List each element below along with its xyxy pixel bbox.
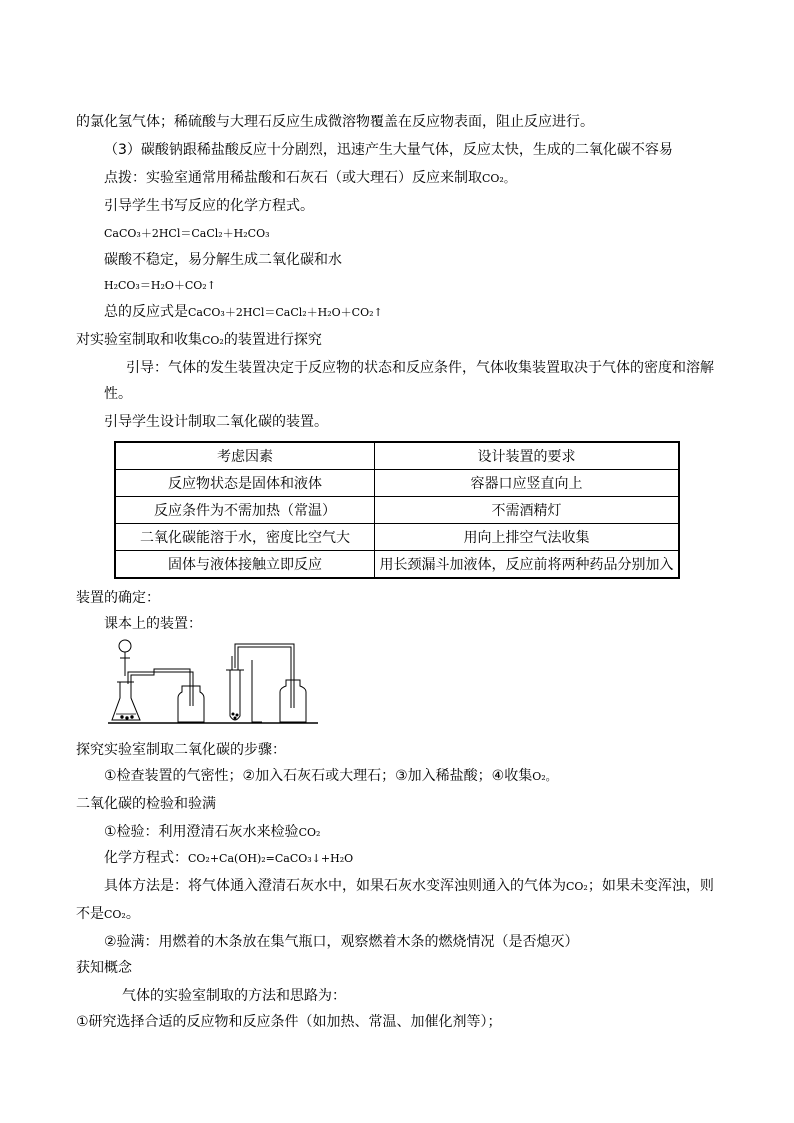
table-header-row (115, 442, 679, 470)
text-line: 化学方程式：CO₂+Ca(OH)₂=CaCO₃↓+H₂O (104, 850, 354, 866)
chemical-equation: CaCO₃＋2HCl＝CaCl₂＋H₂CO₃ (104, 227, 270, 240)
text-line: 点拨：实验室通常用稀盐酸和石灰石（或大理石）反应来制取CO₂。 (104, 170, 515, 186)
text-line: 装置的确定： (76, 590, 160, 606)
text-line: ②验满：用燃着的木条放在集气瓶口，观察燃着木条的燃烧情况（是否熄灭） (104, 934, 579, 950)
table-row (115, 470, 679, 497)
text-line: （3）碳酸钠跟稀盐酸反应十分剧烈，迅速产生大量气体，反应太快，生成的二氧化碳不容易 (104, 142, 673, 158)
table-cell: 二氧化碳能溶于水，密度比空气大 (115, 524, 375, 551)
text-line: 的氯化氢气体；稀硫酸与大理石反应生成微溶物覆盖在反应物表面，阻止反应进行。 (76, 114, 594, 130)
text-line: ①研究选择合适的反应物和反应条件（如加热、常温、加催化剂等）； (76, 1014, 502, 1030)
section-heading: 二氧化碳的检验和验满 (76, 796, 216, 812)
table-cell: 反应条件为不需加热（常温） (115, 497, 375, 524)
table-row (115, 551, 679, 579)
text-line: 引导：气体的发生装置决定于反应物的状态和反应条件，气体收集装置取决于气体的密度和溶解 (126, 360, 714, 376)
text-line: ①检查装置的气密性；②加入石灰石或大理石；③加入稀盐酸；④收集O₂。 (104, 768, 557, 784)
table-cell: 用长颈漏斗加液体，反应前将两种药品分别加入 (375, 551, 680, 579)
text-line: 碳酸不稳定，易分解生成二氧化碳和水 (104, 252, 342, 268)
table-header: 设计装置的要求 (375, 442, 680, 470)
gas-jar (178, 686, 204, 722)
text-line: 引导学生书写反应的化学方程式。 (104, 198, 314, 214)
text-line: 具体方法是：将气体通入澄清石灰水中，如果石灰水变浑浊则通入的气体为CO₂；如果未变浑浊，则 (104, 878, 714, 894)
text-line: 引导学生设计制取二氧化碳的装置。 (104, 414, 328, 430)
text-line: 总的反应式是CaCO₃＋2HCl＝CaCl₂＋H₂O＋CO₂↑ (104, 304, 383, 320)
gas-jar (280, 680, 306, 722)
text-line: 气体的实验室制取的方法和思路为： (122, 988, 346, 1004)
text-line: 课本上的装置： (104, 616, 202, 632)
table-cell: 不需酒精灯 (375, 497, 680, 524)
table-cell: 容器口应竖直向上 (375, 470, 680, 497)
table-header: 考虑因素 (115, 442, 375, 470)
text-line: 不是CO₂。 (76, 906, 140, 922)
table-row (115, 524, 679, 551)
table-cell: 反应物状态是固体和液体 (115, 470, 375, 497)
section-heading: 获知概念 (76, 960, 132, 976)
funnel-bulb (119, 640, 131, 652)
table-row (115, 497, 679, 524)
text-line: ①检验：利用澄清石灰水来检验CO₂ (104, 824, 321, 840)
apparatus-diagram (104, 636, 324, 728)
delivery-tube (235, 644, 294, 708)
text-line: 性。 (104, 386, 132, 402)
table-cell: 用向上排空气法收集 (375, 524, 680, 551)
design-requirements-table (114, 441, 680, 579)
section-heading: 探究实验室制取二氧化碳的步骤： (76, 742, 286, 758)
chemical-equation: H₂CO₃＝H₂O＋CO₂↑ (104, 279, 216, 292)
test-tube (230, 670, 240, 720)
table-cell: 固体与液体接触立即反应 (115, 551, 375, 579)
section-heading: 对实验室制取和收集CO₂的装置进行探究 (76, 332, 322, 348)
